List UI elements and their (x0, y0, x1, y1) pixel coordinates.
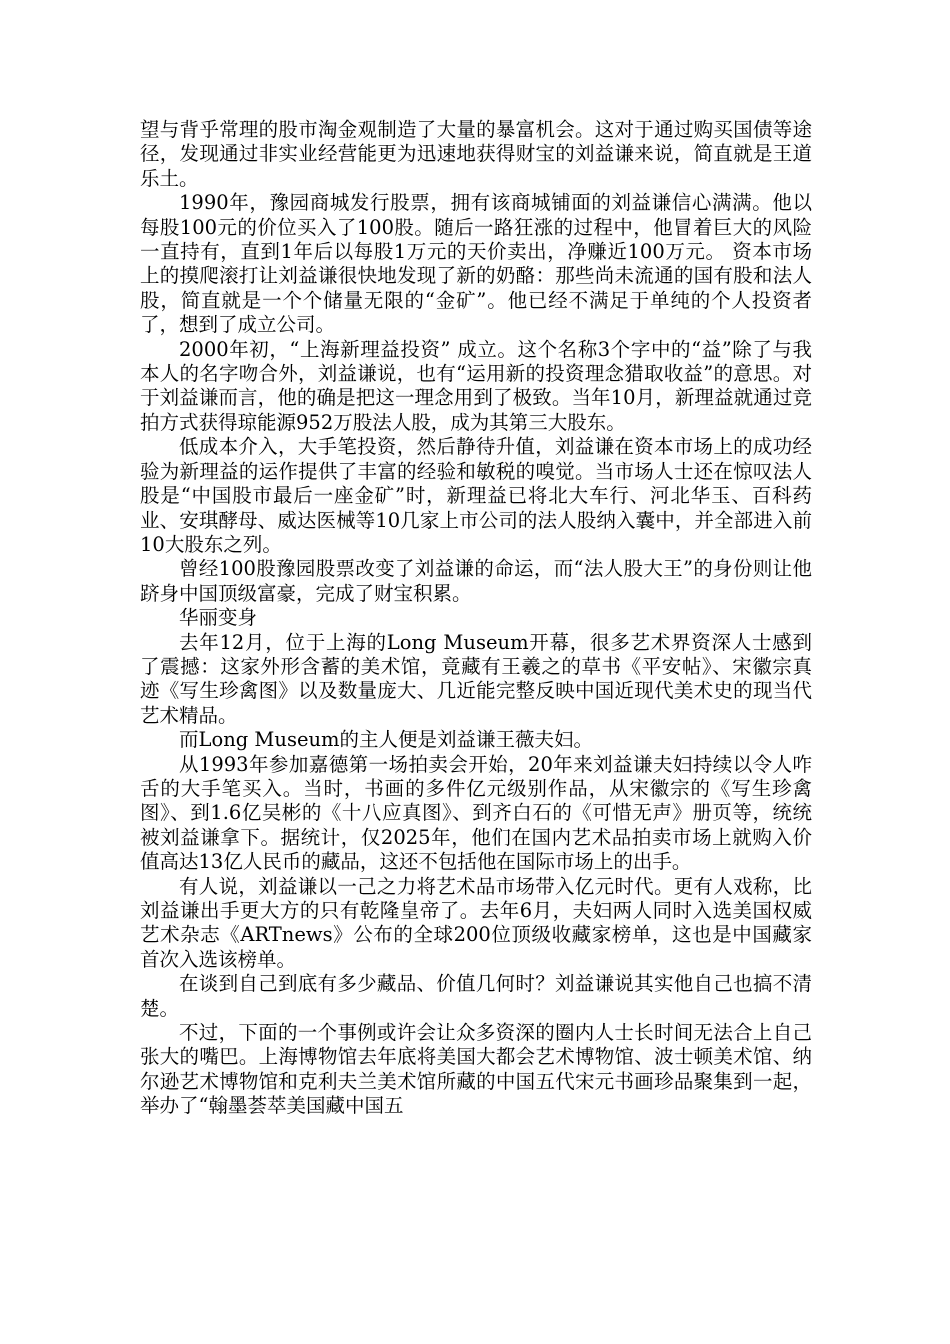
paragraph-yuyuan-stock: 1990年，豫园商城发行股票，拥有该商城铺面的刘益谦信心满满。他以每股100元的价位买入了100股。随后一路狂涨的过程中，他冒着巨大的风险一直持有，直到1年后以每股1万元的天价卖出，净赚近100万元。 资本市场上的摸爬滚打让刘益谦很快地发现了新的奶酪：那些尚未流通的国有股和法人股，简直就是一个个储量无限的“金矿”。他已经不满足于单纯的个人投资者了，想到了成立公司。 (140, 191, 812, 337)
paragraph-shanghai-museum: 不过，下面的一个事例或许会让众多资深的圈内人士长时间无法合上自己张大的嘴巴。上海博物馆去年底将美国大都会艺术博物馆、波士顿美术馆、纳尔逊艺术博物馆和克利夫兰美术馆所藏的中国五代宋元书画珍品聚集到一起，举办了“翰墨荟萃美国藏中国五 (140, 1021, 812, 1118)
paragraph-museum-owners: 而Long Museum的主人便是刘益谦王薇夫妇。 (179, 728, 594, 752)
paragraph-continuation: 望与背乎常理的股市淘金观制造了大量的暴富机会。这对于通过购买国债等途径，发现通过非实业经营能更为迅速地获得财宝的刘益谦来说，简直就是王道乐土。 (140, 118, 812, 190)
paragraph-auction-purchases: 从1993年参加嘉德第一场拍卖会开始，20年来刘益谦夫妇持续以令人咋舌的大手笔买入。当时，书画的多件亿元级别作品，从宋徽宗的《写生珍禽图》、到1.6亿吴彬的《十八应真图》、到齐白石的《可惜无声》册页等，统统被刘益谦拿下。据统计，仅2025年，他们在国内艺术品拍卖市场上就购入价值高达13亿人民币的藏品，这还不包括他在国际市场上的出手。 (140, 752, 812, 874)
paragraph-collection-value: 在谈到自己到底有多少藏品、价值几何时？刘益谦说其实他自己也搞不清楚。 (140, 972, 812, 1020)
section-heading: 华丽变身 (179, 606, 258, 630)
paragraph-low-cost-investment: 低成本介入，大手笔投资，然后静待升值，刘益谦在资本市场上的成功经验为新理益的运作提供了丰富的经验和敏税的嗅觉。当市场人士还在惊叹法人股是“中国股市最后一座金矿”时，新理益已将北大车行、河北华玉、百科药业、安琪酵母、威达医械等10几家上市公司的法人股纳入囊中，并全部进入前10大股东之列。 (140, 435, 812, 556)
paragraph-legal-person-shares-king: 曾经100股豫园股票改变了刘益谦的命运，而“法人股大王”的身份则让他跻身中国顶级富豪，完成了财宝积累。 (140, 557, 812, 605)
document-page (140, 118, 812, 1119)
paragraph-artnews-ranking: 有人说，刘益谦以一己之力将艺术品市场带入亿元时代。更有人戏称，比刘益谦出手更大方的只有乾隆皇帝了。去年6月，夫妇两人同时入选美国权威艺术杂志《ARTnews》公布的全球200位顶级收藏家榜单，这也是中国藏家首次入选该榜单。 (140, 874, 812, 971)
paragraph-long-museum-opening: 去年12月，位于上海的Long Museum开幕，很多艺术界资深人士感到了震撼：这家外形含蓄的美术馆，竟藏有王羲之的草书《平安帖》、宋徽宗真迹《写生珍禽图》以及数量庞大、几近能完整反映中国近现代美术史的现当代艺术精品。 (140, 630, 812, 727)
paragraph-xinliyi-founding: 2000年初，“上海新理益投资” 成立。这个名称3个字中的“益”除了与我本人的名字吻合外，刘益谦说，也有“运用新的投资理念猎取收益”的意思。对于刘益谦而言，他的确是把这一理念用到了极致。当年10月，新理益就通过竞拍方式获得琼能源952万股法人股，成为其第三大股东。 (140, 337, 812, 434)
